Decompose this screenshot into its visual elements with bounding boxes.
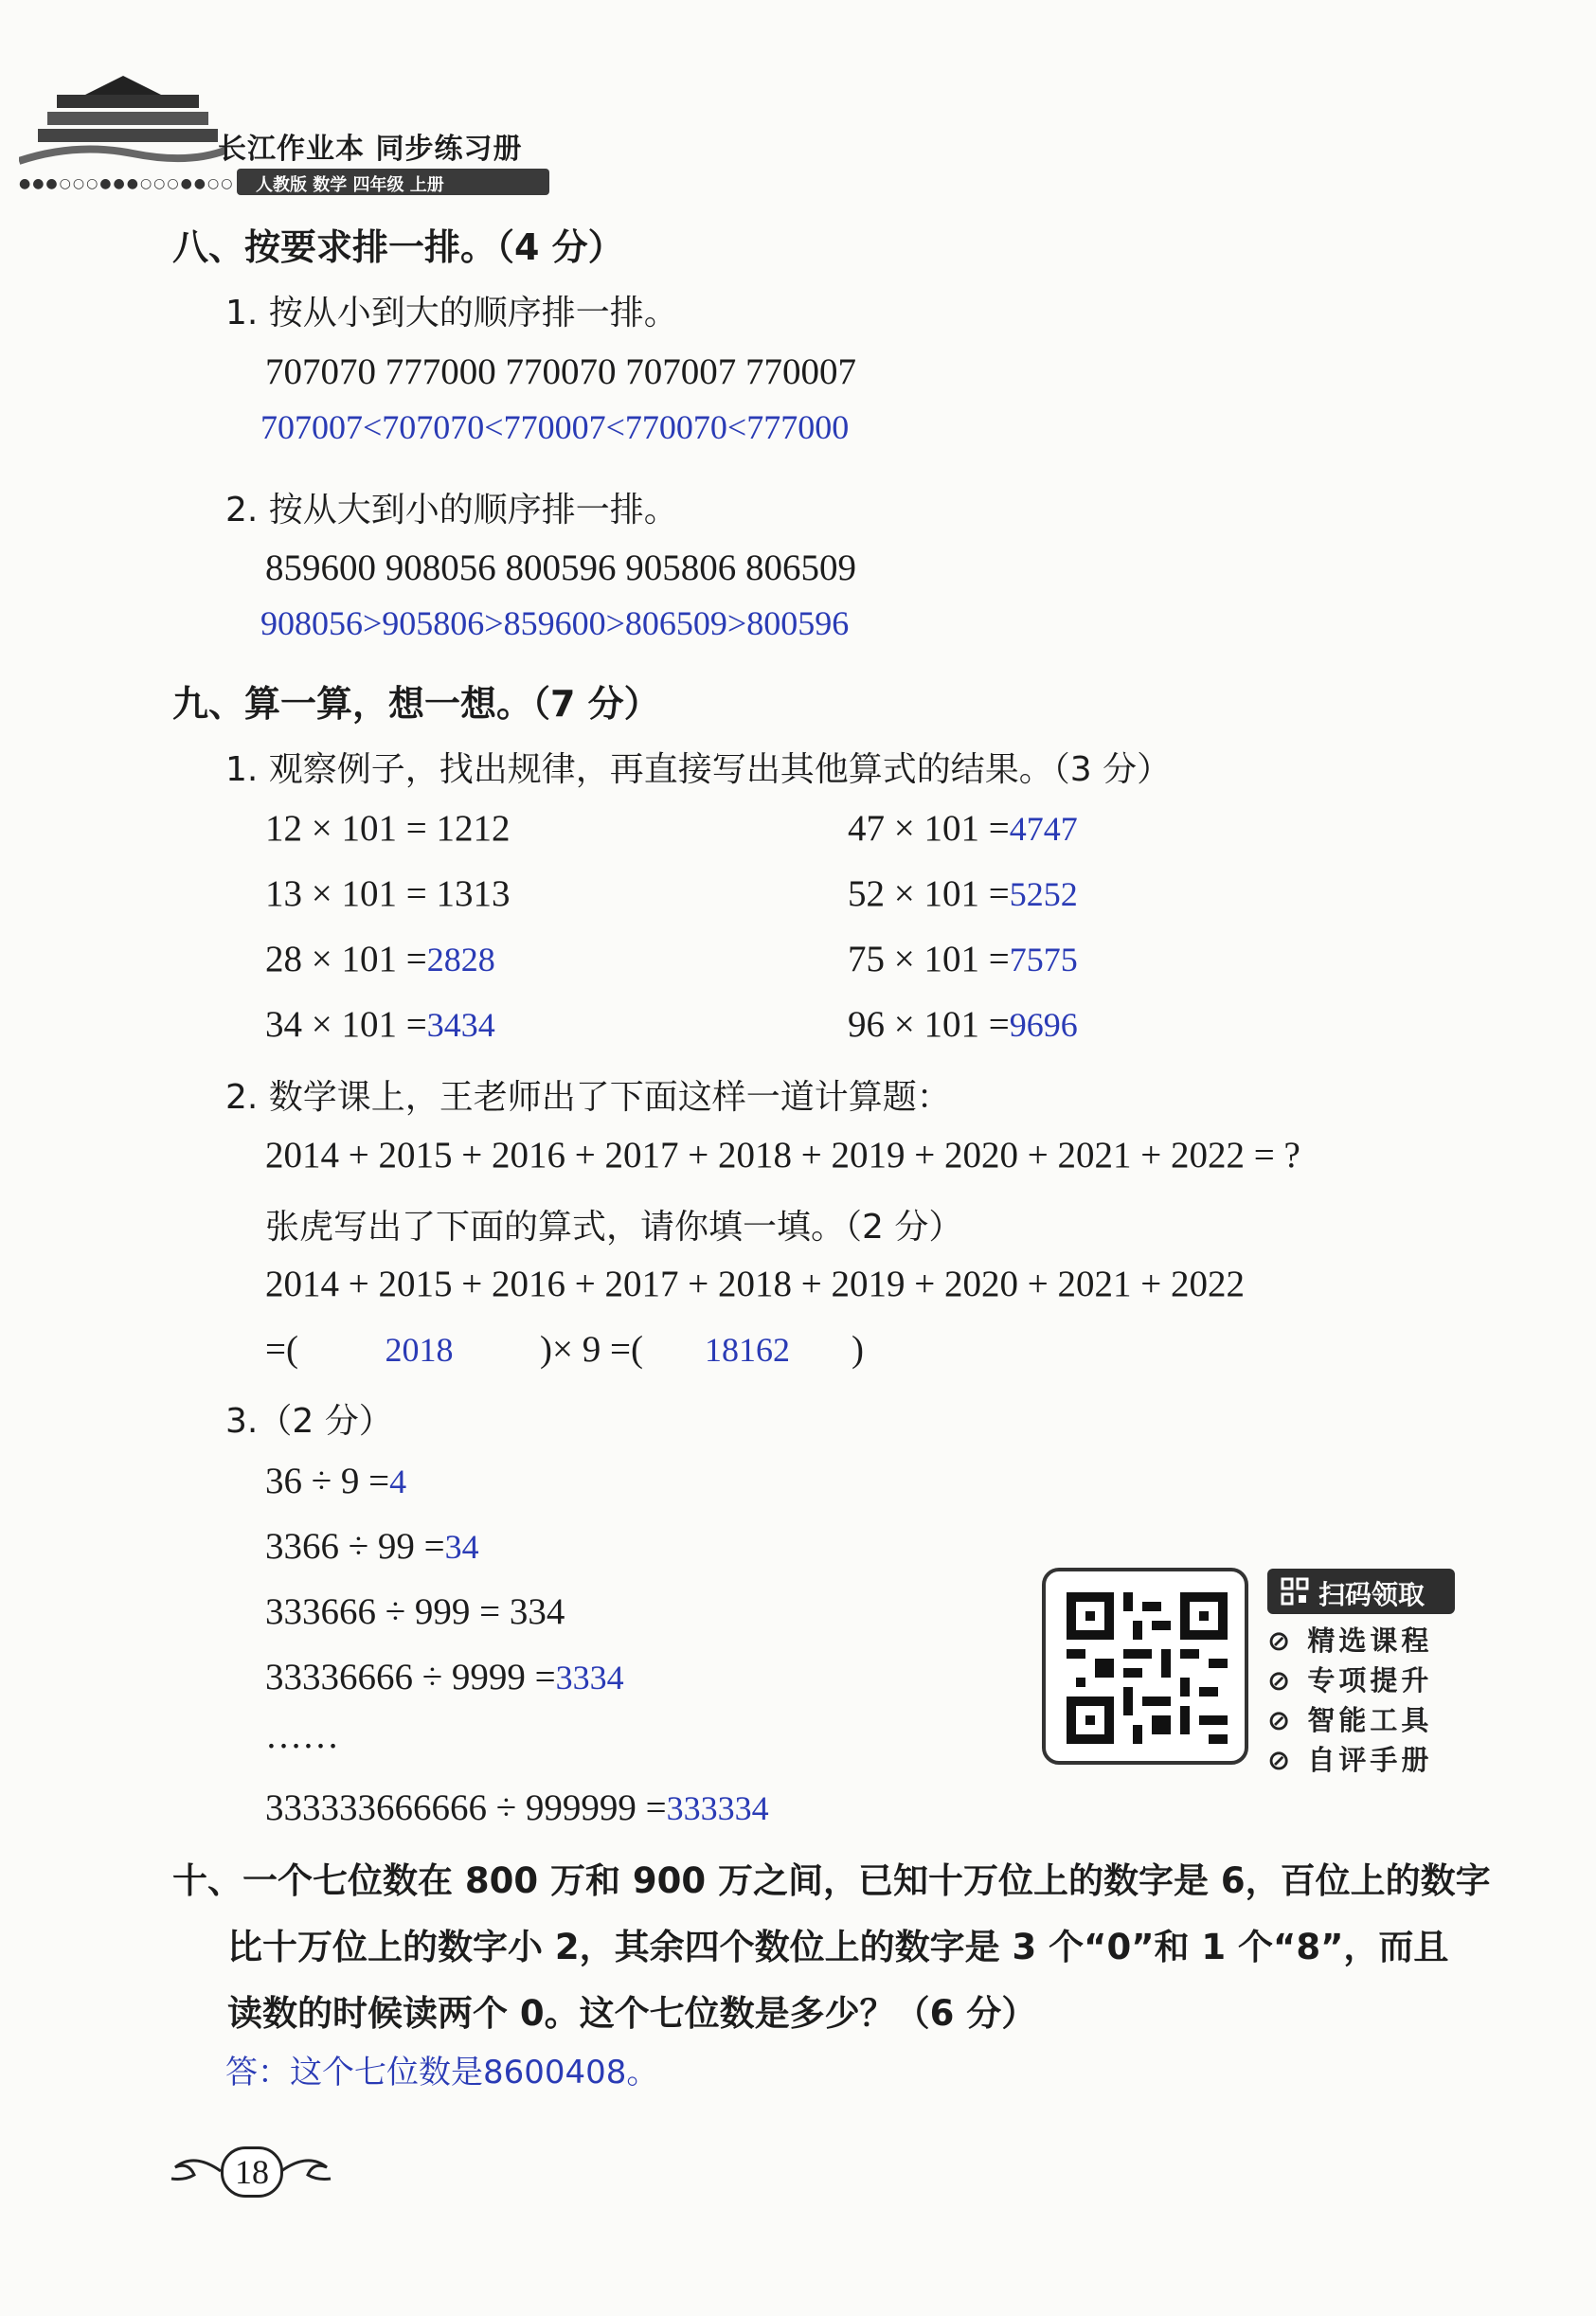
page-number-ornament xyxy=(166,2143,336,2199)
section-9-q3-prompt: 3.（2 分） xyxy=(225,1402,393,1441)
section-10-answer: 答：这个七位数是8600408。 xyxy=(225,2054,659,2092)
qr-item-2: ⊘ 专项提升 xyxy=(1267,1664,1433,1697)
division-row-1: 36 ÷ 9 =4 xyxy=(265,1461,407,1501)
scan-icon xyxy=(1281,1577,1309,1606)
section-10-line-1: 十、一个七位数在 800 万和 900 万之间，已知十万位上的数字是 6，百位上的数字 xyxy=(172,1860,1491,1901)
book-subtitle: 人教版 数学 四年级 上册 xyxy=(256,175,444,195)
division-row-last: 333333666666 ÷ 999999 =333334 xyxy=(265,1787,769,1828)
division-row-2: 3366 ÷ 99 =34 xyxy=(265,1526,479,1567)
qr-code-box[interactable] xyxy=(1042,1568,1248,1765)
section-8-q1-answer: 707007<707070<770007<770070<777000 xyxy=(260,408,850,446)
equation-right-1: 47 × 101 =4747 xyxy=(848,808,1078,849)
equation-right-3: 75 × 101 =7575 xyxy=(848,939,1078,979)
section-10-line-2: 比十万位上的数字小 2，其余四个数位上的数字是 3 个“0”和 1 个“8”，而且 xyxy=(227,1927,1449,1967)
decorative-dots: ●●●○○○●●●○○○●●○○ xyxy=(19,176,235,191)
section-9-q2-prompt: 2. 数学课上，王老师出了下面这样一道计算题： xyxy=(225,1078,951,1117)
book-logo-icon xyxy=(19,66,227,180)
section-9-q2-sum: 2014 + 2015 + 2016 + 2017 + 2018 + 2019 + 2020 + 2021 + 2022 xyxy=(265,1264,1245,1304)
section-9-q2-fill-line: =( 2018 )× 9 =( 18162 ) xyxy=(265,1329,864,1370)
section-8-q1-numbers: 707070 777000 770070 707007 770007 xyxy=(265,351,856,392)
division-row-3: 333666 ÷ 999 = 334 xyxy=(265,1591,565,1632)
section-8-heading: 八、按要求排一排。（4 分） xyxy=(172,226,624,268)
section-9-q2-instruction: 张虎写出了下面的算式，请你填一填。（2 分） xyxy=(265,1208,963,1247)
equation-left-4: 34 × 101 =3434 xyxy=(265,1004,495,1045)
qr-code-icon[interactable] xyxy=(1067,1592,1228,1744)
division-row-4: 33336666 ÷ 9999 =3334 xyxy=(265,1657,624,1697)
section-8-q1-prompt: 1. 按从小到大的顺序排一排。 xyxy=(225,294,678,332)
section-10-line-3: 读数的时候读两个 0。这个七位数是多少？（6 分） xyxy=(227,1993,1037,2034)
section-8-q2-numbers: 859600 908056 800596 905806 806509 xyxy=(265,548,856,588)
book-title: 长江作业本 同步练习册 xyxy=(218,133,523,166)
equation-right-2: 52 × 101 =5252 xyxy=(848,873,1078,914)
fill-blank-2: 18162 xyxy=(704,1331,790,1369)
equation-left-3: 28 × 101 =2828 xyxy=(265,939,495,979)
page-number: 18 xyxy=(221,2146,283,2198)
equation-left-2: 13 × 101 = 1313 xyxy=(265,873,511,914)
qr-tag-label: 扫码领取 xyxy=(1318,1579,1426,1610)
qr-item-4: ⊘ 自评手册 xyxy=(1267,1744,1433,1776)
division-ellipsis: …… xyxy=(265,1715,339,1756)
book-header xyxy=(19,66,549,199)
qr-scan-tag xyxy=(1267,1569,1455,1614)
fill-blank-1: 2018 xyxy=(385,1331,454,1369)
qr-item-3: ⊘ 智能工具 xyxy=(1267,1704,1433,1736)
equation-right-4: 96 × 101 =9696 xyxy=(848,1004,1078,1045)
section-8-q2-prompt: 2. 按从大到小的顺序排一排。 xyxy=(225,491,678,530)
equation-left-1: 12 × 101 = 1212 xyxy=(265,808,511,849)
section-9-heading: 九、算一算，想一想。（7 分） xyxy=(172,683,660,725)
qr-item-1: ⊘ 精选课程 xyxy=(1267,1625,1433,1657)
section-8-q2-answer: 908056>905806>859600>806509>800596 xyxy=(260,604,850,642)
section-9-q1-prompt: 1. 观察例子，找出规律，再直接写出其他算式的结果。（3 分） xyxy=(225,750,1172,789)
section-9-q2-expression: 2014 + 2015 + 2016 + 2017 + 2018 + 2019 + 2020 + 2021 + 2022 = ? xyxy=(265,1135,1300,1176)
